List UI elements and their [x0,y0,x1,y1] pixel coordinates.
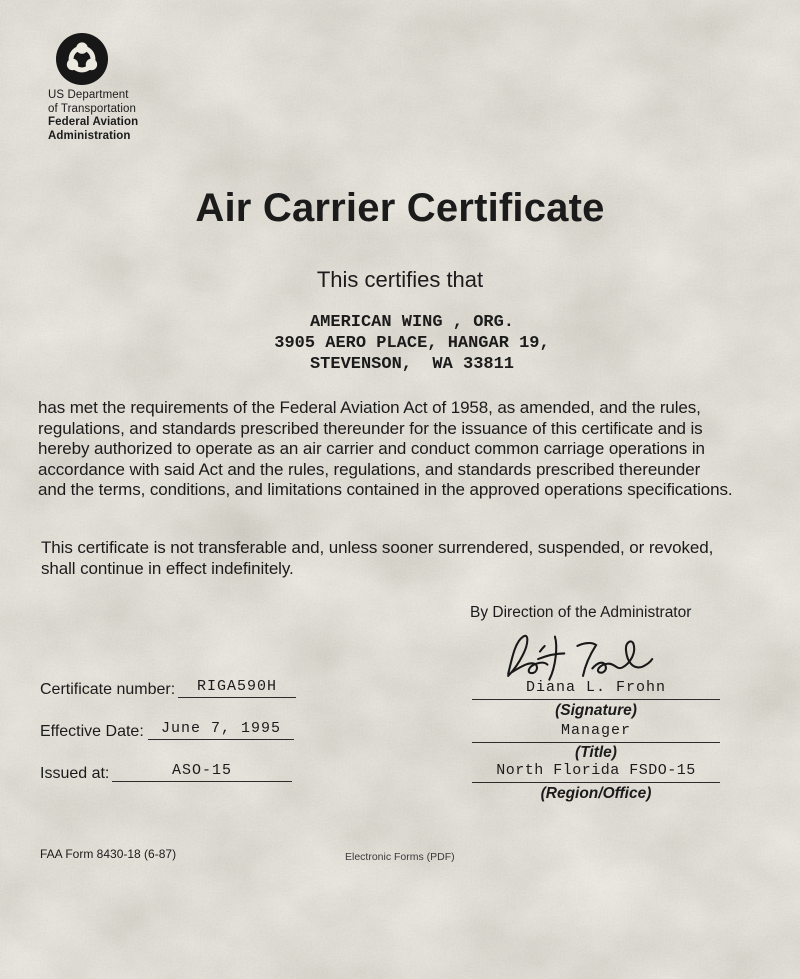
holder-city-state-zip: STEVENSON, WA 33811 [309,355,515,374]
paragraph-line: accordance with said Act and the rules, regulations, and standards prescribed thereunder [38,459,701,479]
paragraph-line: This certificate is not transferable and, unless sooner surrendered, suspended, or revoked, [41,538,714,557]
non-transferable-paragraph [41,538,713,579]
certifies-that-text: This certifies that [316,267,484,292]
signature-caption: (Signature) [555,702,637,719]
paragraph-line: has met the requirements of the Federal Aviation Act of 1958, as amended, and the rules, [38,398,701,417]
dot-triskelion-logo-icon [56,33,108,85]
signature-name: Diana L. Frohn [472,679,720,700]
issued-at-label: Issued at: [40,765,110,782]
region-office-value: North Florida FSDO-15 [472,762,720,783]
paragraph-line: hereby authorized to operate as an air carrier and conduct common carriage operations in [38,439,705,459]
title-caption: (Title) [575,744,617,761]
faa-form-number: FAA Form 8430-18 (6-87) [40,847,177,861]
effective-date-value: June 7, 1995 [148,720,294,740]
effective-date-label: Effective Date: [40,723,144,740]
authorization-paragraph [38,398,733,501]
holder-address-line: 3905 AERO PLACE, HANGAR 19, [274,334,550,353]
certificate-holder-block [12,312,800,375]
issued-at-value: ASO-15 [112,762,292,782]
certificate-number-label: Certificate number: [40,681,176,698]
certificate-title: Air Carrier Certificate [195,186,605,230]
by-direction-text: By Direction of the Administrator [470,604,692,621]
agency-name [48,89,138,143]
agency-line: of Transportation [48,102,137,115]
electronic-forms-note: Electronic Forms (PDF) [345,851,455,863]
paragraph-line: and the terms, conditions, and limitations contained in the approved operations specifications. [38,480,733,500]
region-office-caption: (Region/Office) [540,785,652,802]
certificate-number-value: RIGA590H [178,678,296,698]
agency-header [48,33,138,143]
agency-line: Administration [48,129,131,142]
agency-line: US Department [48,89,129,101]
paragraph-line: shall continue in effect indefinitely. [41,558,294,578]
agency-line: Federal Aviation [48,116,139,128]
signer-title-value: Manager [472,722,720,743]
holder-name: AMERICAN WING , ORG. [309,313,515,332]
paragraph-line: regulations, and standards prescribed thereunder for the issuance of this certificate and is [38,418,703,438]
